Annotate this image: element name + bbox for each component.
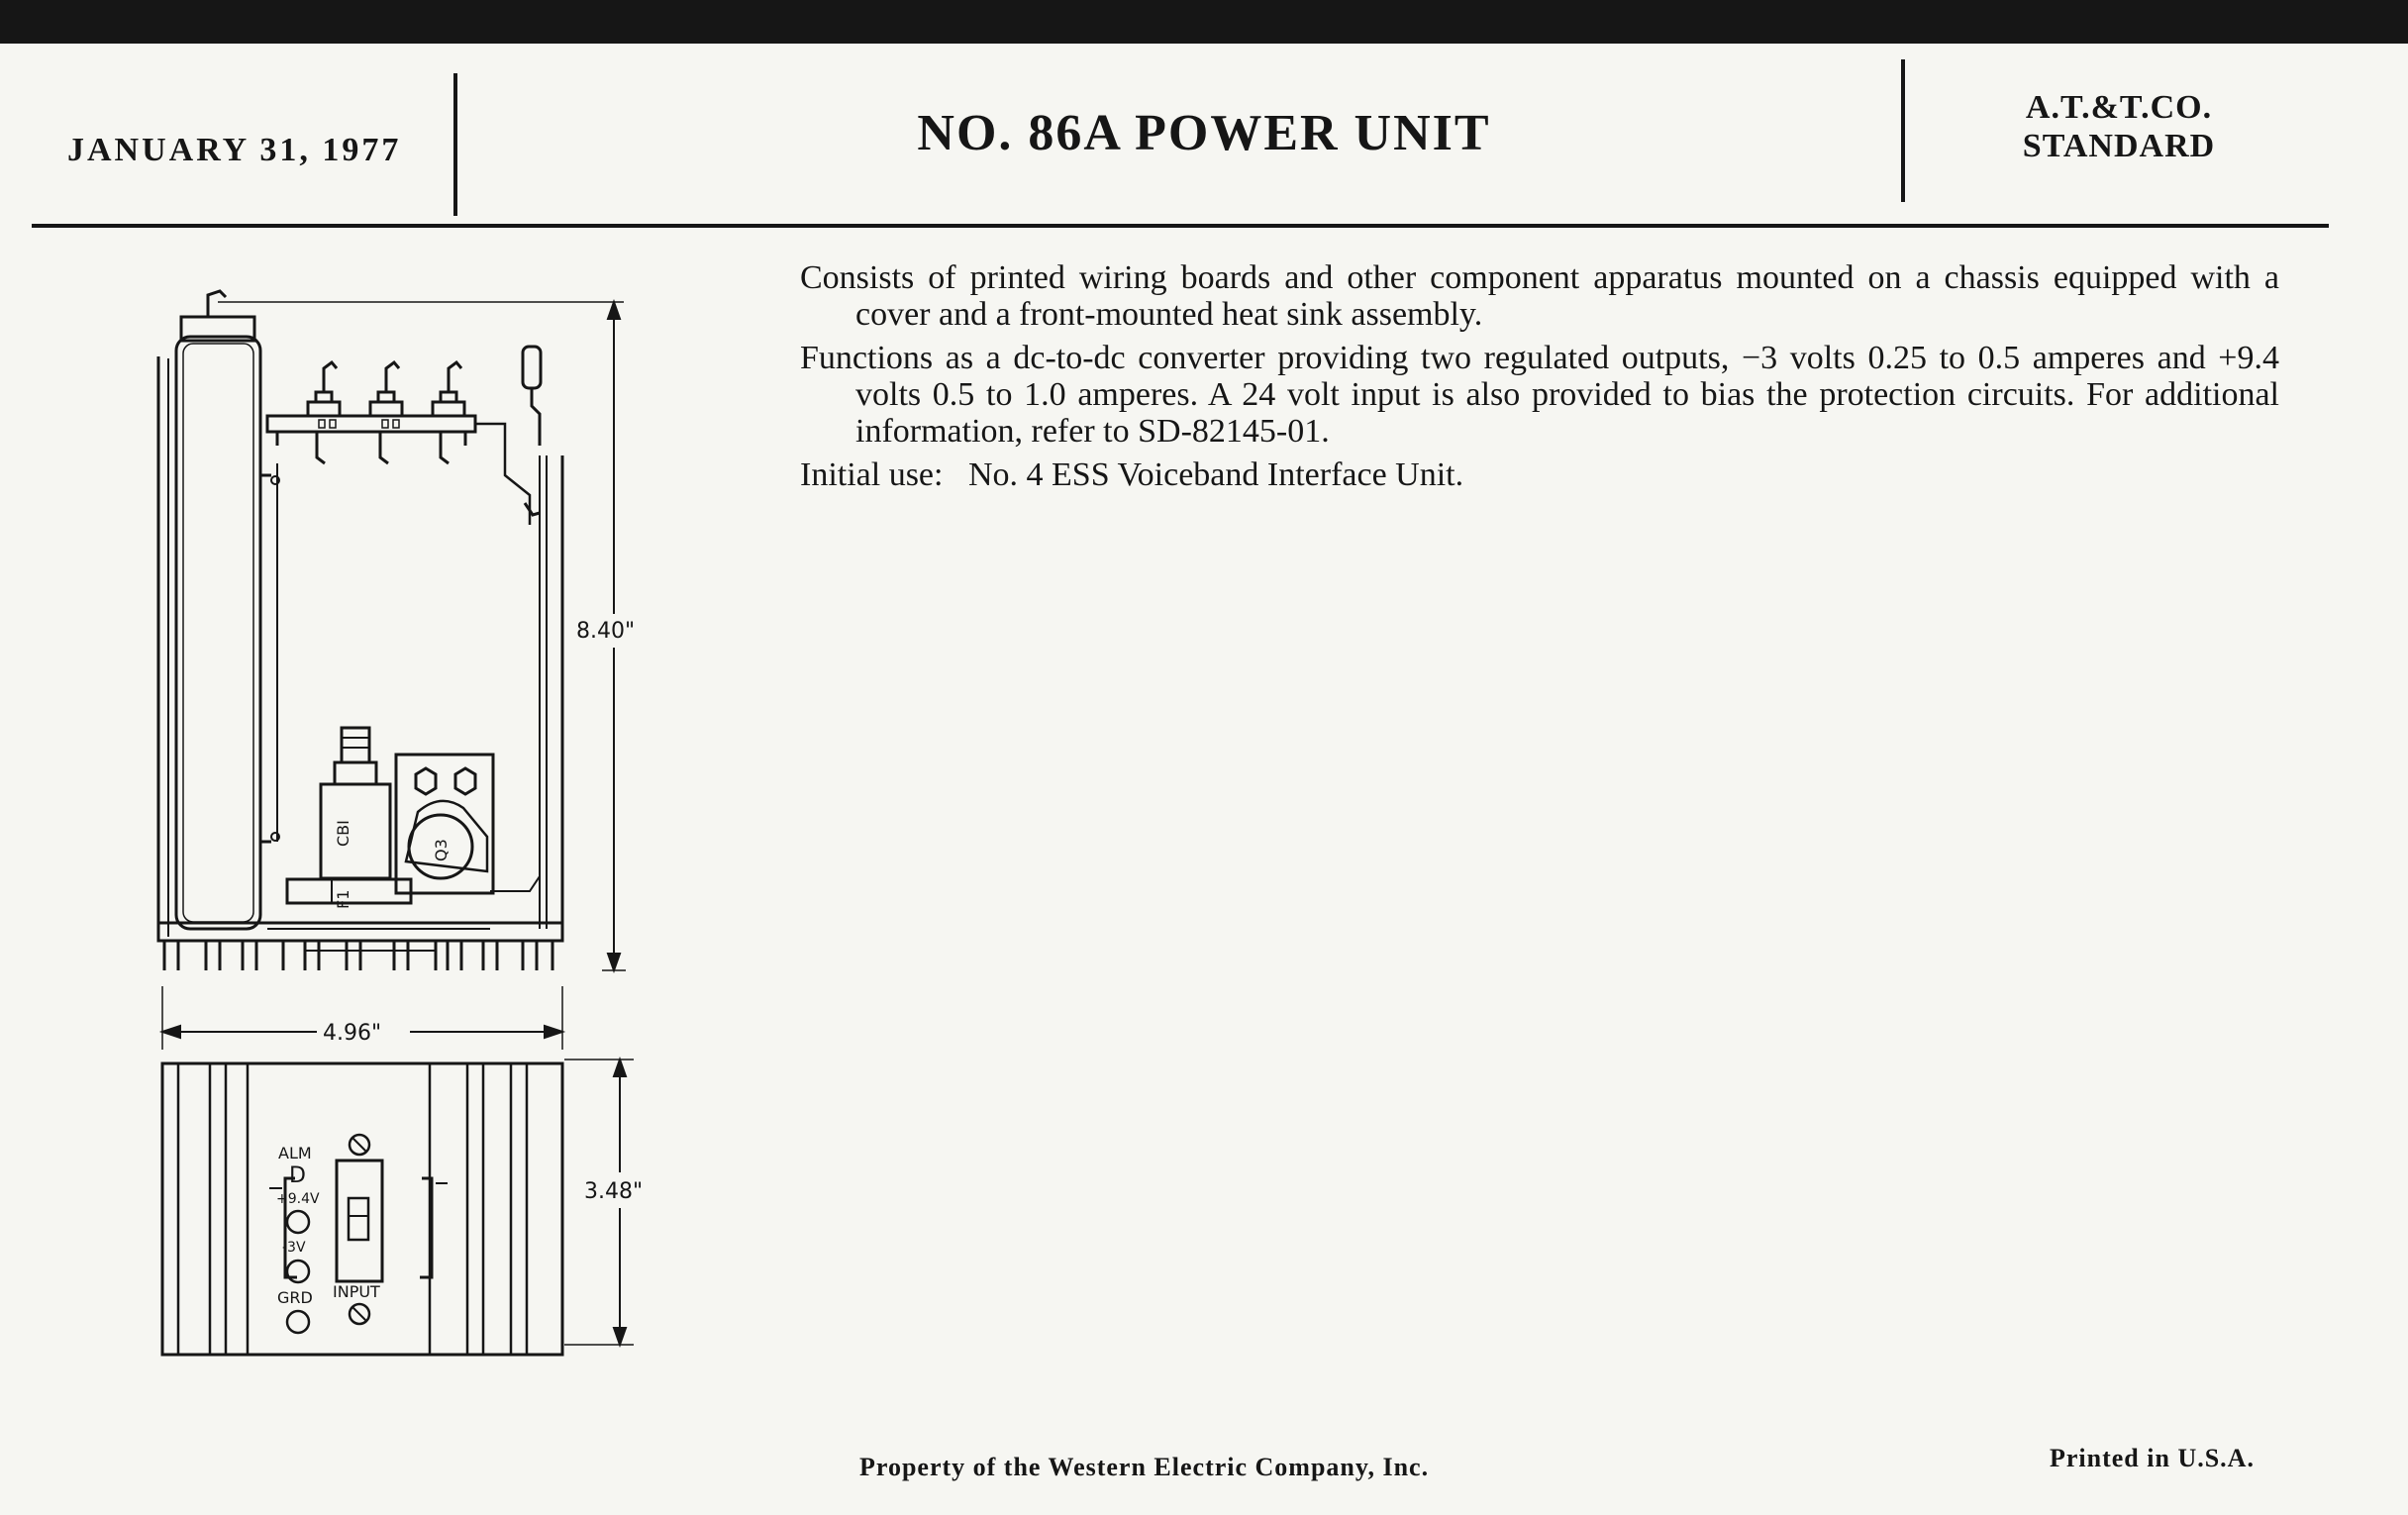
chassis-outline (158, 356, 562, 941)
power-unit-drawing (139, 287, 673, 1386)
base-plate (158, 923, 562, 941)
right-connector-icon (523, 347, 541, 515)
lead-wire (490, 876, 540, 891)
screw-icon (350, 1135, 369, 1155)
terminal-strip (267, 416, 475, 432)
minus-output-label: -3V (282, 1240, 306, 1256)
property-notice: Property of the Western Electric Company, Inc. (859, 1453, 1430, 1481)
terminal-strip-mount (277, 432, 465, 446)
circuit-breaker-icon (321, 728, 390, 878)
terminal-3-icon (433, 362, 464, 463)
standard-label-line1: A.T.&T.CO. (2025, 89, 2213, 126)
standard-label (1960, 88, 2277, 165)
side-view (158, 291, 655, 970)
front-panel-outline (162, 1063, 562, 1355)
capacitor-post (260, 475, 271, 842)
front-view (162, 1060, 667, 1355)
ground-jack-icon (287, 1311, 309, 1333)
ground-label: GRD (277, 1288, 313, 1307)
screw-icon (350, 1304, 369, 1324)
capacitor-lead-icon (208, 291, 226, 317)
description (800, 259, 2279, 500)
plus-output-jack-icon (287, 1211, 309, 1233)
fuse-label: F1 (334, 889, 352, 909)
plus-output-label: +9.4V (276, 1191, 320, 1207)
printed-notice: Printed in U.S.A. (2050, 1444, 2255, 1472)
chassis-right-wall (540, 455, 547, 929)
header-divider-right (1901, 59, 1905, 202)
input-label: INPUT (333, 1282, 380, 1301)
capacitor-body (176, 337, 260, 929)
capacitor-inner (183, 344, 253, 922)
description-paragraph: Initial use: No. 4 ESS Voiceband Interface Unit. (800, 456, 1464, 493)
description-paragraph: Consists of printed wiring boards and other component apparatus mounted on a chassis equipped with a cover and a front-mounted heat sink assembly. (800, 259, 2279, 333)
alarm-label: ALM (278, 1144, 312, 1162)
header-rule (32, 224, 2329, 228)
heat-sink-fins (164, 941, 552, 970)
minus-output-jack-icon (287, 1261, 309, 1282)
standard-label-line2: STANDARD (2022, 128, 2216, 164)
terminal-strip-slots (319, 420, 399, 428)
transistor-label: Q3 (432, 839, 451, 861)
lead-wire (475, 424, 530, 525)
terminal-2-icon (370, 362, 402, 463)
alarm-indicator-label: D (289, 1163, 306, 1188)
transistor-heat-plate-icon (396, 755, 493, 893)
heat-sink-fin-lines (178, 1063, 248, 1355)
circuit-breaker-label: CBI (334, 820, 352, 847)
page-title: NO. 86A POWER UNIT (917, 105, 1491, 161)
terminal-1-icon (308, 362, 340, 463)
height-dimension-label: 8.40" (576, 619, 636, 644)
width-dimension-label: 4.96" (323, 1021, 382, 1046)
front-height-dimension-label: 3.48" (584, 1179, 644, 1204)
heat-sink-fin-lines (430, 1063, 527, 1355)
power-switch[interactable] (337, 1161, 382, 1281)
description-paragraph: Functions as a dc-to-dc converter providing two regulated outputs, −3 volts 0.25 to 0.5 amperes and +9.4 volts 0.5 to 1.0 amperes. A 24 volt input is also provided to bias the protection circuits. For additional information, refer to SD-82145-01. (800, 340, 2279, 450)
card-date: JANUARY 31, 1977 (67, 132, 402, 168)
